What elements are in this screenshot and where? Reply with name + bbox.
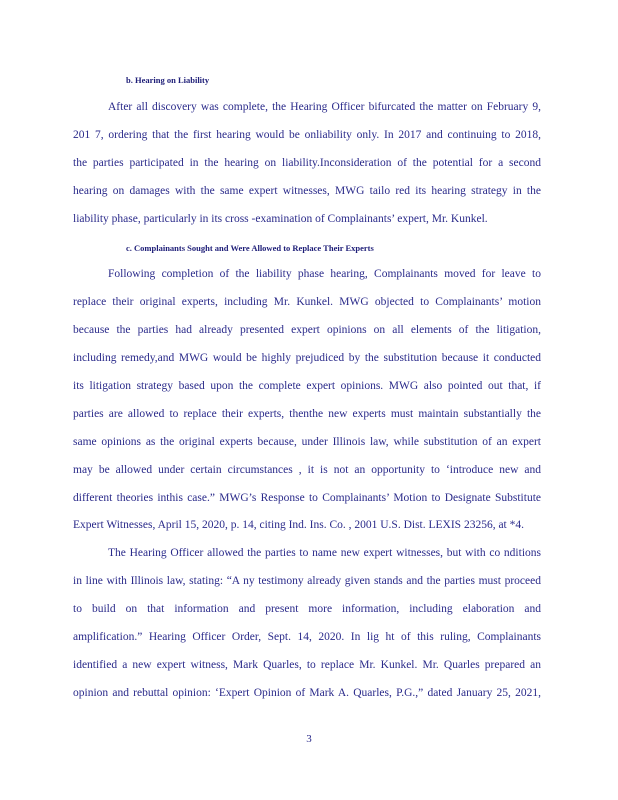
text-line: liability phase, particularly in its cross -examination of Complainants’ expert, Mr. Kunkel.: [73, 213, 488, 225]
text-line: in line with Illinois law, stating: “A ny testimony already given stands and the parties must proceed: [73, 575, 541, 587]
text-line: different theories inthis case.” MWG’s Response to Complainants’ Motion to Designate Substitute: [73, 492, 541, 504]
text-line: identified a new expert witness, Mark Quarles, to replace Mr. Kunkel. Mr. Quarles prepared an: [73, 659, 541, 671]
text-line: same opinions as the original experts because, under Illinois law, while substitution of an expert: [73, 436, 541, 448]
text-line: opinion and rebuttal opinion: ‘Expert Opinion of Mark A. Quarles, P.G.,” dated January 25, 2021,: [73, 687, 541, 699]
text-line: replace their original experts, including Mr. Kunkel. MWG objected to Complainants’ motion: [73, 296, 541, 308]
text-line: hearing on damages with the same expert witnesses, MWG tailo red its hearing strategy in the: [73, 185, 541, 197]
text-line: because the parties had already presented expert opinions on all elements of the litigation,: [73, 324, 541, 336]
text-line: its litigation strategy based upon the complete expert opinions. MWG also pointed out that, if: [73, 380, 541, 392]
text-line: amplification.” Hearing Officer Order, Sept. 14, 2020. In lig ht of this ruling, Complainants: [73, 631, 541, 643]
text-line: may be allowed under certain circumstances , it is not an opportunity to ‘introduce new and: [73, 464, 541, 476]
section-heading-b: b. Hearing on Liability: [126, 75, 210, 85]
text-line: the parties participated in the hearing on liability.Inconsideration of the potential for a second: [73, 157, 541, 169]
text-line: After all discovery was complete, the Hearing Officer bifurcated the matter on February 9,: [108, 101, 541, 113]
text-line: Expert Witnesses, April 15, 2020, p. 14, citing Ind. Ins. Co. , 2001 U.S. Dist. LEXIS 23256, at *4.: [73, 519, 524, 531]
page-number: 3: [306, 733, 312, 745]
text-line: parties are allowed to replace their experts, thenthe new experts must maintain substantially the: [73, 408, 541, 420]
text-line: The Hearing Officer allowed the parties to name new expert witnesses, but with co nditions: [108, 547, 541, 559]
text-line: 201 7, ordering that the first hearing would be onliability only. In 2017 and continuing to 2018,: [73, 129, 541, 141]
text-line: Following completion of the liability phase hearing, Complainants moved for leave to: [108, 268, 541, 280]
section-heading-c: c. Complainants Sought and Were Allowed to Replace Their Experts: [126, 243, 374, 253]
text-line: including remedy,and MWG would be highly prejudiced by the substitution because it conducted: [73, 352, 541, 364]
text-line: to build on that information and present more information, including elaboration and: [73, 603, 541, 615]
